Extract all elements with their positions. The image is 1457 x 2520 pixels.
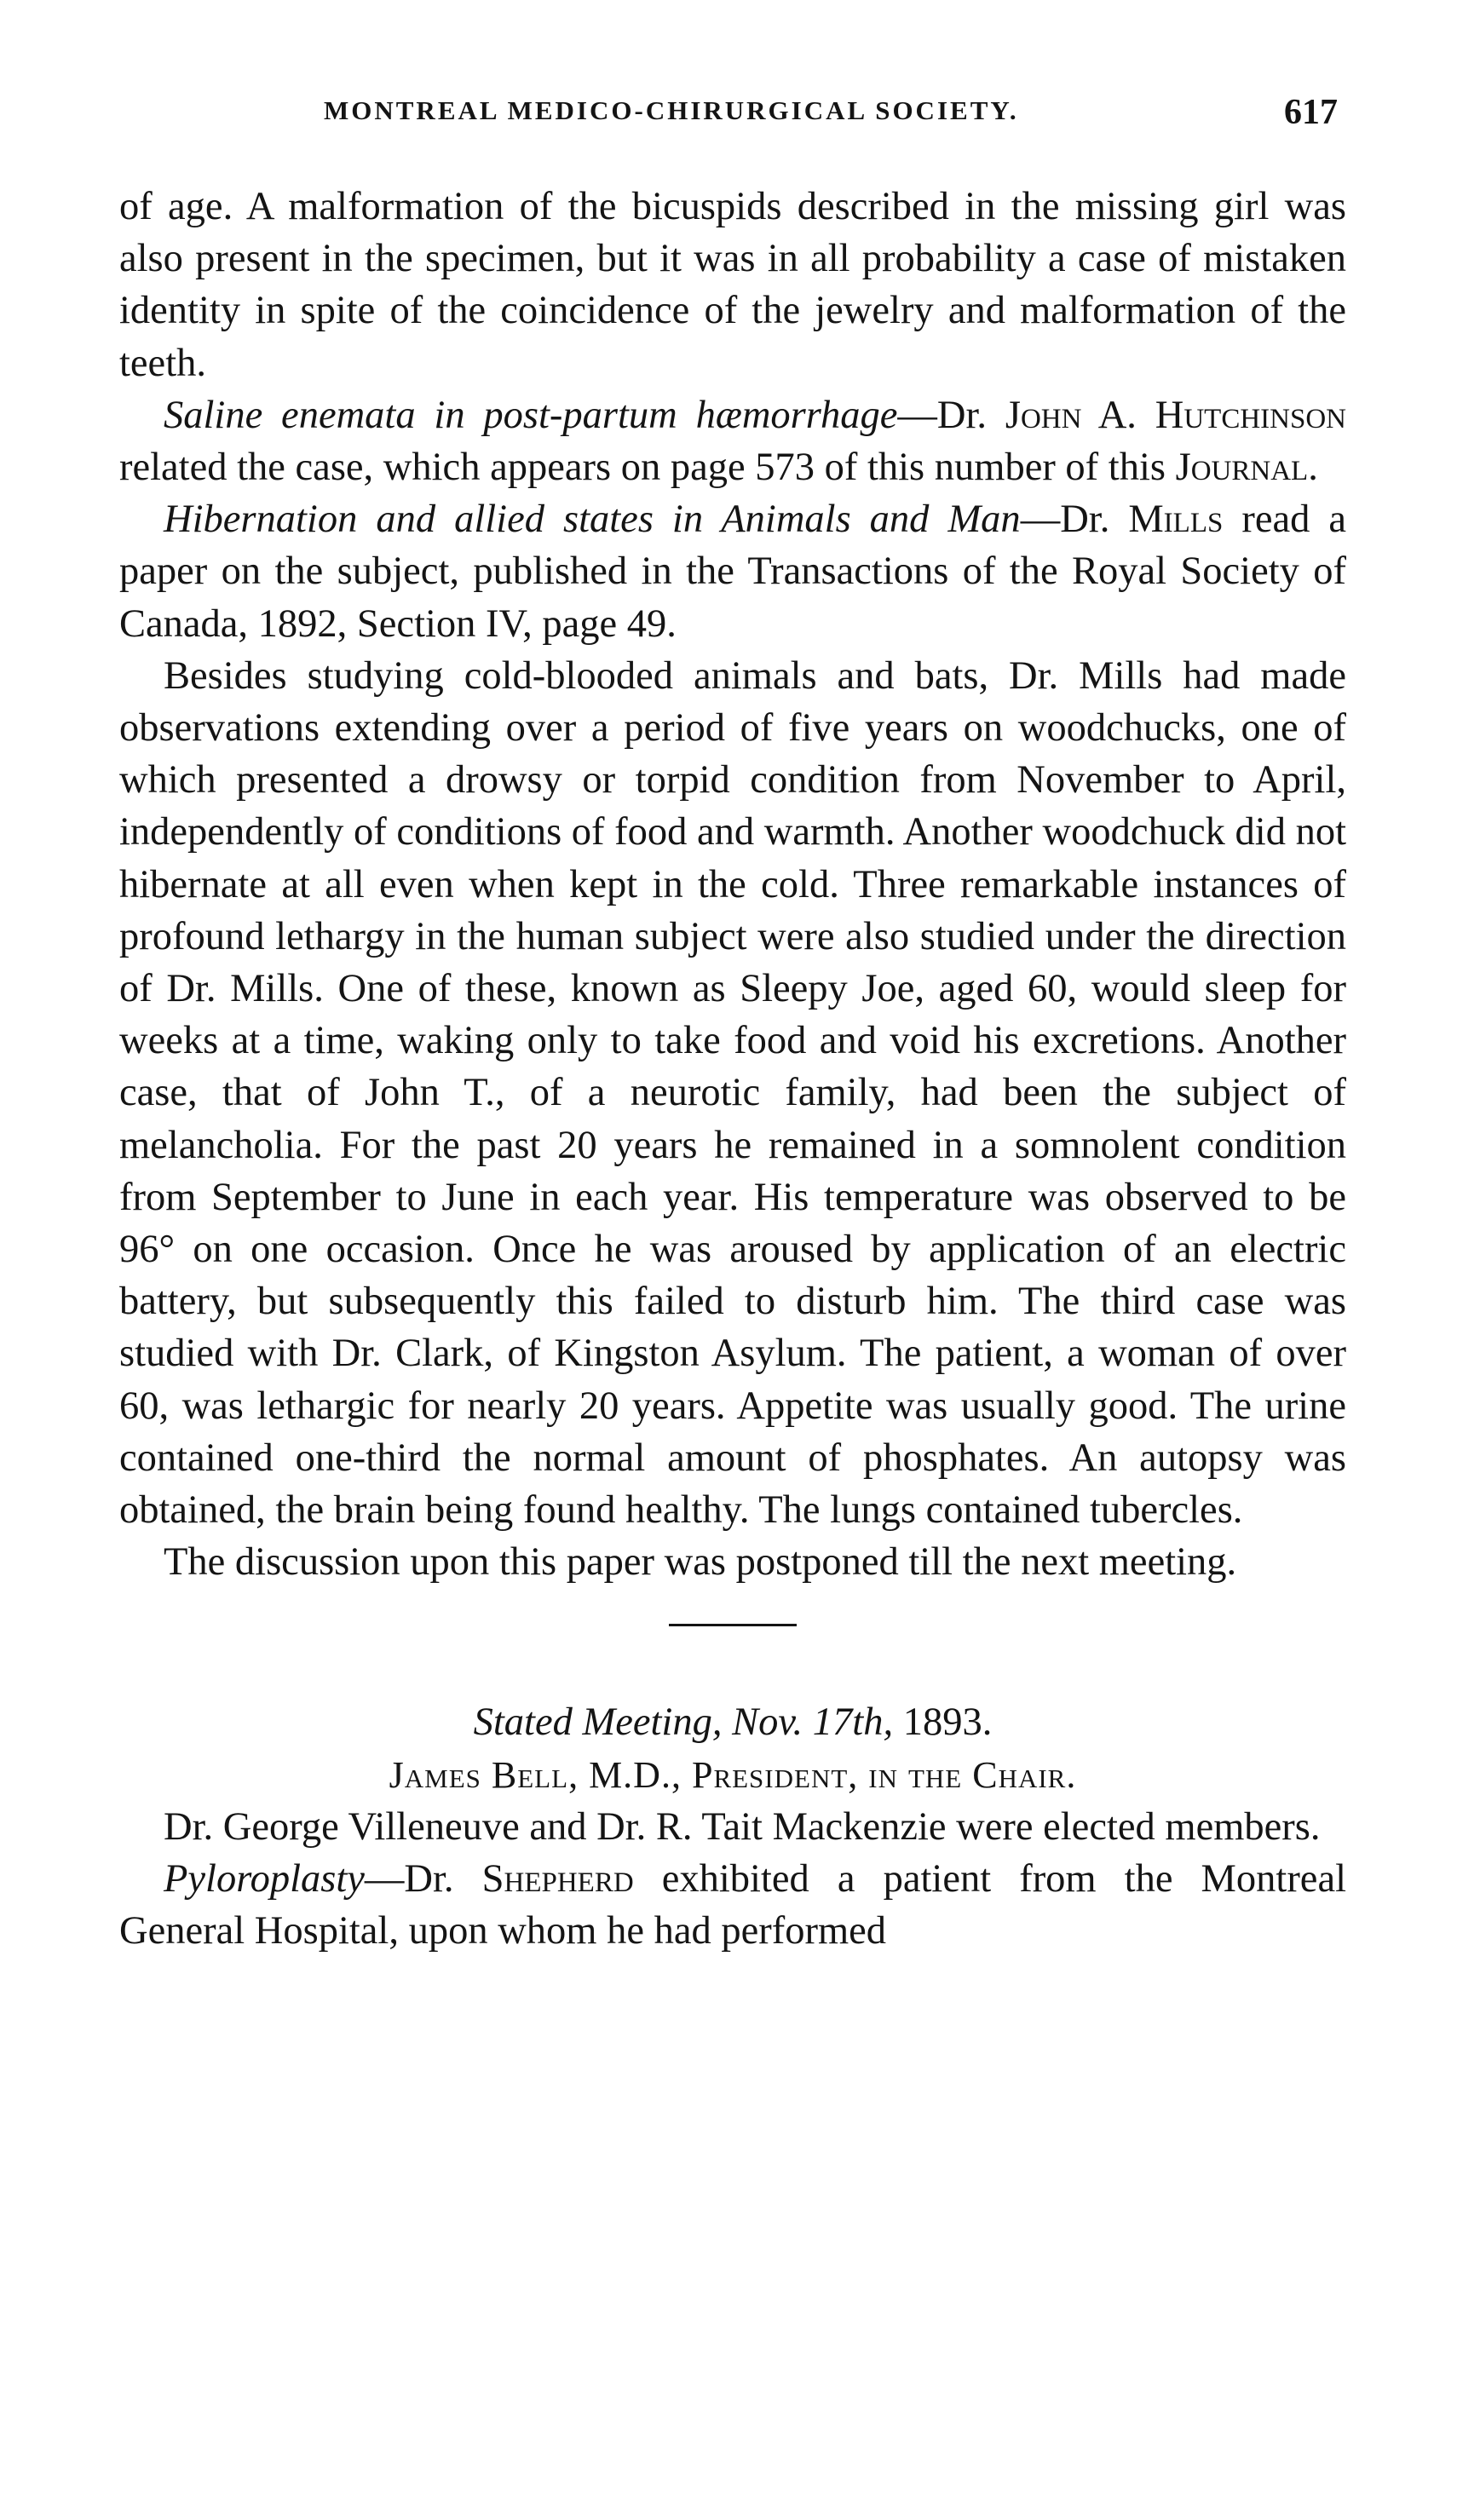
page-body	[119, 181, 1346, 1958]
dash-dr: —Dr.	[897, 393, 1005, 437]
paragraph-saline-enemata	[119, 389, 1346, 493]
dash-dr: —Dr.	[364, 1857, 482, 1902]
topic-title-saline: Saline enemata in post-partum hæmorrhage	[164, 393, 898, 437]
meeting-heading	[119, 1696, 1346, 1748]
topic-title-pyloroplasty: Pyloroplasty	[164, 1857, 365, 1902]
paragraph-elected-members: Dr. George Villeneuve and Dr. R. Tait Mackenzie were elected members.	[164, 1804, 1321, 1849]
chair-line	[119, 1749, 1346, 1801]
paragraph-text: read a paper on the subject, published in the Transactions of the Royal Society of Canada, 1892, Section IV, page 49.	[119, 498, 1347, 646]
speaker-name-shepherd: Shepherd	[481, 1857, 634, 1902]
meeting-date: Stated Meeting, Nov. 17th,	[473, 1700, 894, 1745]
chair-role: President, in the Chair.	[691, 1753, 1077, 1796]
chair-name: James Bell	[389, 1753, 569, 1796]
paragraph-text: related the case, which appears on page 573 of this number of this	[119, 446, 1176, 490]
meeting-year: 1893.	[893, 1700, 993, 1745]
topic-title-hibernation: Hibernation and allied states in Animals and Man	[164, 498, 1021, 542]
dash-dr: —Dr.	[1020, 498, 1129, 542]
speaker-name-hutchinson: John A. Hutchinson	[1005, 393, 1347, 437]
speaker-name-mills: Mills	[1128, 498, 1224, 542]
section-divider	[669, 1624, 797, 1626]
paragraph-identity-case: of age. A malformation of the bicuspids described in the missing girl was also present in the specimen, but it was in all probability a case of mistaken identity in spite of the coincidence of the jewelry and malformation of the teeth.	[119, 185, 1346, 385]
paragraph-hibernation	[119, 493, 1346, 650]
paragraph-text: exhibited a patient from the Montreal General Hospital, upon whom he had performed	[119, 1857, 1347, 1953]
paragraph-observations: Besides studying cold-blooded animals and bats, Dr. Mills had made observations extending over a period of five years on woodchucks, one of which presented a drowsy or torpid condition from November to April, independently of conditions of food and warmth. Another woodchuck did not hibernate at all even when kept in the cold. Three remarkable instances of profound lethargy in the human subject were also studied under the direction of Dr. Mills. One of these, known as Sleepy Joe, aged 60, would sleep for weeks at a time, waking only to take food and void his excretions. Another case, that of John T., of a neurotic family, had been the subject of melancholia. For the past 20 years he remained in a somnolent condition from September to June in each year. His temperature was observed to be 96° on one occasion. Once he was aroused by application of an electric battery, but subsequently this failed to disturb him. The third case was studied with Dr. Clark, of Kingston Asylum. The patient, a woman of over 60, was lethargic for nearly 20 years. Appetite was usually good. The urine contained one-third the normal amount of phosphates. An autopsy was obtained, the brain being found healthy. The lungs contained tubercles.	[119, 653, 1346, 1533]
paragraph-pyloroplasty	[119, 1853, 1346, 1957]
journal-name: Journal	[1175, 446, 1309, 490]
paragraph-discussion-postponed: The discussion upon this paper was postponed till the next meeting.	[164, 1540, 1237, 1585]
chair-degree: , M.D.,	[568, 1753, 692, 1796]
running-title: MONTREAL MEDICO-CHIRURGICAL SOCIETY.	[324, 95, 1019, 125]
page-number: 617	[1284, 93, 1338, 132]
paragraph-text: .	[1308, 446, 1318, 490]
page-header	[119, 92, 1346, 143]
